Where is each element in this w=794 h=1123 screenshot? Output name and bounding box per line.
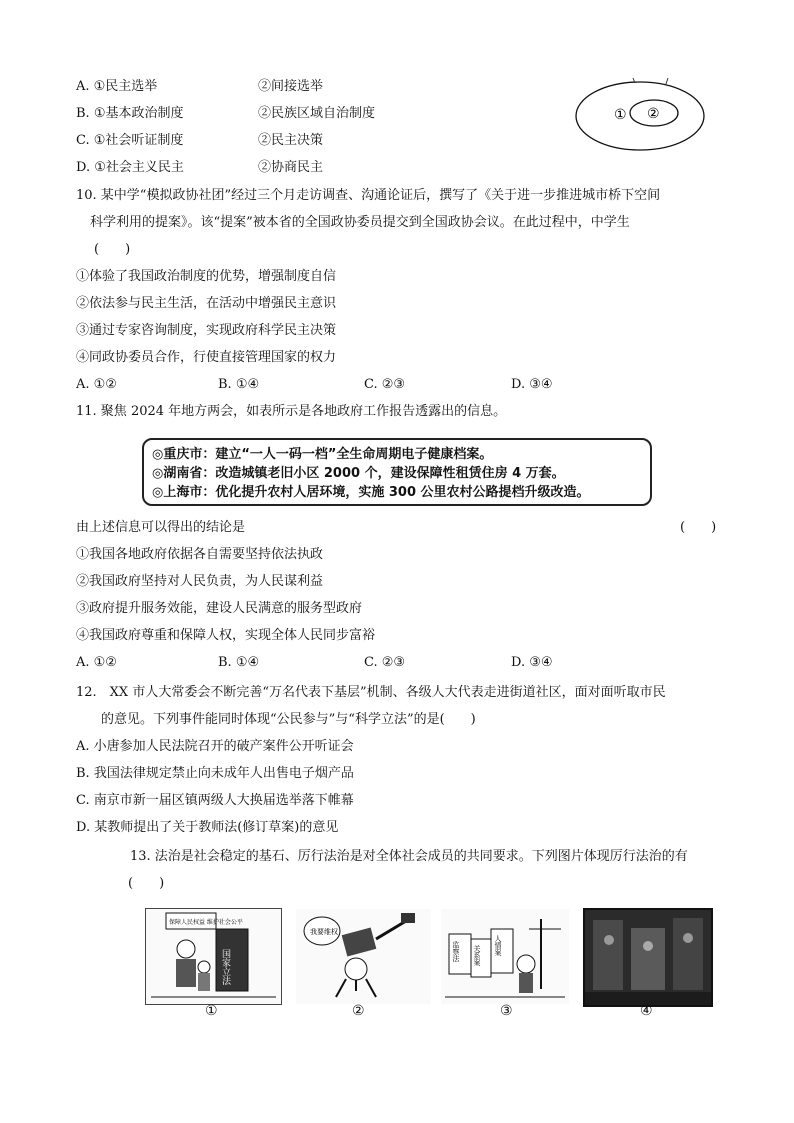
q13-stem-line1: 13. 法治是社会稳定的基石、厉行法治是对全体社会成员的共同要求。下列图片体现厉行法治的有: [130, 849, 688, 864]
cartoon-2-number: ②: [352, 1003, 365, 1019]
q11-item-1: ①我国各地政府依据各自需要坚持依法执政: [76, 547, 324, 562]
cartoon-1-book-text: 国家立法: [220, 949, 230, 985]
q10-choice-a: A. ①②: [76, 377, 117, 392]
q10-choice-c: C. ②③: [364, 377, 406, 392]
q12-option-c: C. 南京市新一届区镇两级人大换届选举落下帷幕: [76, 793, 354, 808]
q11-box-text: 建立“一人一码一档”全生命周期电子健康档案。: [215, 447, 493, 462]
q11-item-4: ④我国政府尊重和保障人权，实现全体人民同步富裕: [76, 628, 376, 643]
q10-item-1: ①体验了我国政治制度的优势，增强制度自信: [76, 269, 337, 284]
q11-box-row-hunan: [152, 464, 642, 483]
q11-box-city: ◎重庆市：: [152, 447, 216, 462]
q10-choice-b: B. ①④: [218, 377, 260, 392]
q11-choice-d: D. ③④: [511, 655, 553, 670]
q11-box-text: 优化提升农村人居环境，实施 300 公里农村公路提档升级改造。: [215, 485, 590, 500]
q9-option-c-first: C. ①社会听证制度: [76, 133, 184, 148]
cartoon-4: [583, 908, 713, 1007]
cartoon-3: [440, 908, 570, 1005]
q11-box-city: ◎湖南省：: [152, 466, 216, 481]
q11-stem: 11. 聚焦 2024 年地方两会，如表所示是各地政府工作报告透露出的信息。: [76, 404, 507, 419]
cartoon-1: [145, 908, 282, 1005]
q11-answer-paren: ( ): [680, 520, 717, 535]
q11-box-text: 改造城镇老旧小区 2000 个，建设保障性租赁住房 4 万套。: [215, 466, 565, 481]
q11-choice-a: A. ①②: [76, 655, 117, 670]
cartoon-3-sign-1: 监察法: [452, 941, 460, 962]
q11-choice-c: C. ②③: [364, 655, 406, 670]
q13-answer-paren: ( ): [128, 876, 165, 891]
q9-option-a-second: ②间接选举: [258, 79, 324, 94]
q12-option-a: A. 小唐参加人民法院召开的破产案件公开听证会: [76, 739, 354, 754]
cartoon-2: [295, 908, 432, 1005]
q11-item-3: ③政府提升服务效能，建设人民满意的服务型政府: [76, 601, 363, 616]
q10-item-2: ②依法参与民主生活，在活动中增强民主意识: [76, 296, 337, 311]
q9-option-d-first: D. ①社会主义民主: [76, 160, 184, 175]
q10-choice-d: D. ③④: [511, 377, 553, 392]
q10-stem-line2: 科学利用的提案》。该“提案”被本省的全国政协委员提交到全国政协会议。在此过程中，中学生: [90, 215, 630, 230]
q12-option-d: D. 某教师提出了关于教师法(修订草案)的意见: [76, 820, 339, 835]
q12-stem-line1: 12. XX 市人大常委会不断完善“万名代表下基层”机制、各级人大代表走进街道社区，面对面听取市民: [76, 685, 666, 700]
cartoon-2-bubble-text: 我要维权: [310, 928, 338, 936]
cartoon-1-number: ①: [205, 1003, 218, 1019]
q9-option-a-first: A. ①民主选举: [76, 79, 158, 94]
cartoon-3-number: ③: [500, 1003, 513, 1019]
cartoon-3-sign-2: 人情案: [494, 935, 502, 956]
cartoon-1-sign-text: 保障人民权益 维护社会公平: [169, 919, 243, 926]
q10-item-3: ③通过专家咨询制度，实现政府科学民主决策: [76, 323, 337, 338]
q11-box-row-shanghai: [152, 483, 642, 502]
q11-item-2: ②我国政府坚持对人民负责，为人民谋利益: [76, 574, 324, 589]
venn-inner-label: ②: [647, 106, 660, 122]
q9-option-c-second: ②民主决策: [258, 133, 324, 148]
q10-answer-paren: ( ): [94, 242, 131, 257]
q12-option-b: B. 我国法律规定禁止向未成年人出售电子烟产品: [76, 766, 354, 781]
q9-option-b-first: B. ①基本政治制度: [76, 106, 184, 121]
q10-item-4: ④同政协委员合作，行使直接管理国家的权力: [76, 350, 337, 365]
q10-stem-line1: 10. 某中学“模拟政协社团”经过三个月走访调查、沟通论证后，撰写了《关于进一步推进城市桥下空间: [76, 188, 661, 203]
q11-info-box: [142, 438, 652, 506]
q9-option-d-second: ②协商民主: [258, 160, 324, 175]
q11-box-row-chongqing: [152, 445, 642, 464]
cartoon-4-number: ④: [640, 1003, 653, 1019]
venn-outer-label: ①: [614, 107, 627, 123]
q12-stem-line2: 的意见。下列事件能同时体现“公民参与”与“科学立法”的是( ): [101, 712, 476, 727]
q9-option-b-second: ②民族区域自治制度: [258, 106, 376, 121]
cartoon-3-sign-3: 关系案: [473, 945, 481, 966]
q11-choice-b: B. ①④: [218, 655, 260, 670]
venn-diagram: [572, 76, 712, 156]
q11-lead: 由上述信息可以得出的结论是: [76, 520, 246, 535]
q11-box-city: ◎上海市：: [152, 485, 216, 500]
